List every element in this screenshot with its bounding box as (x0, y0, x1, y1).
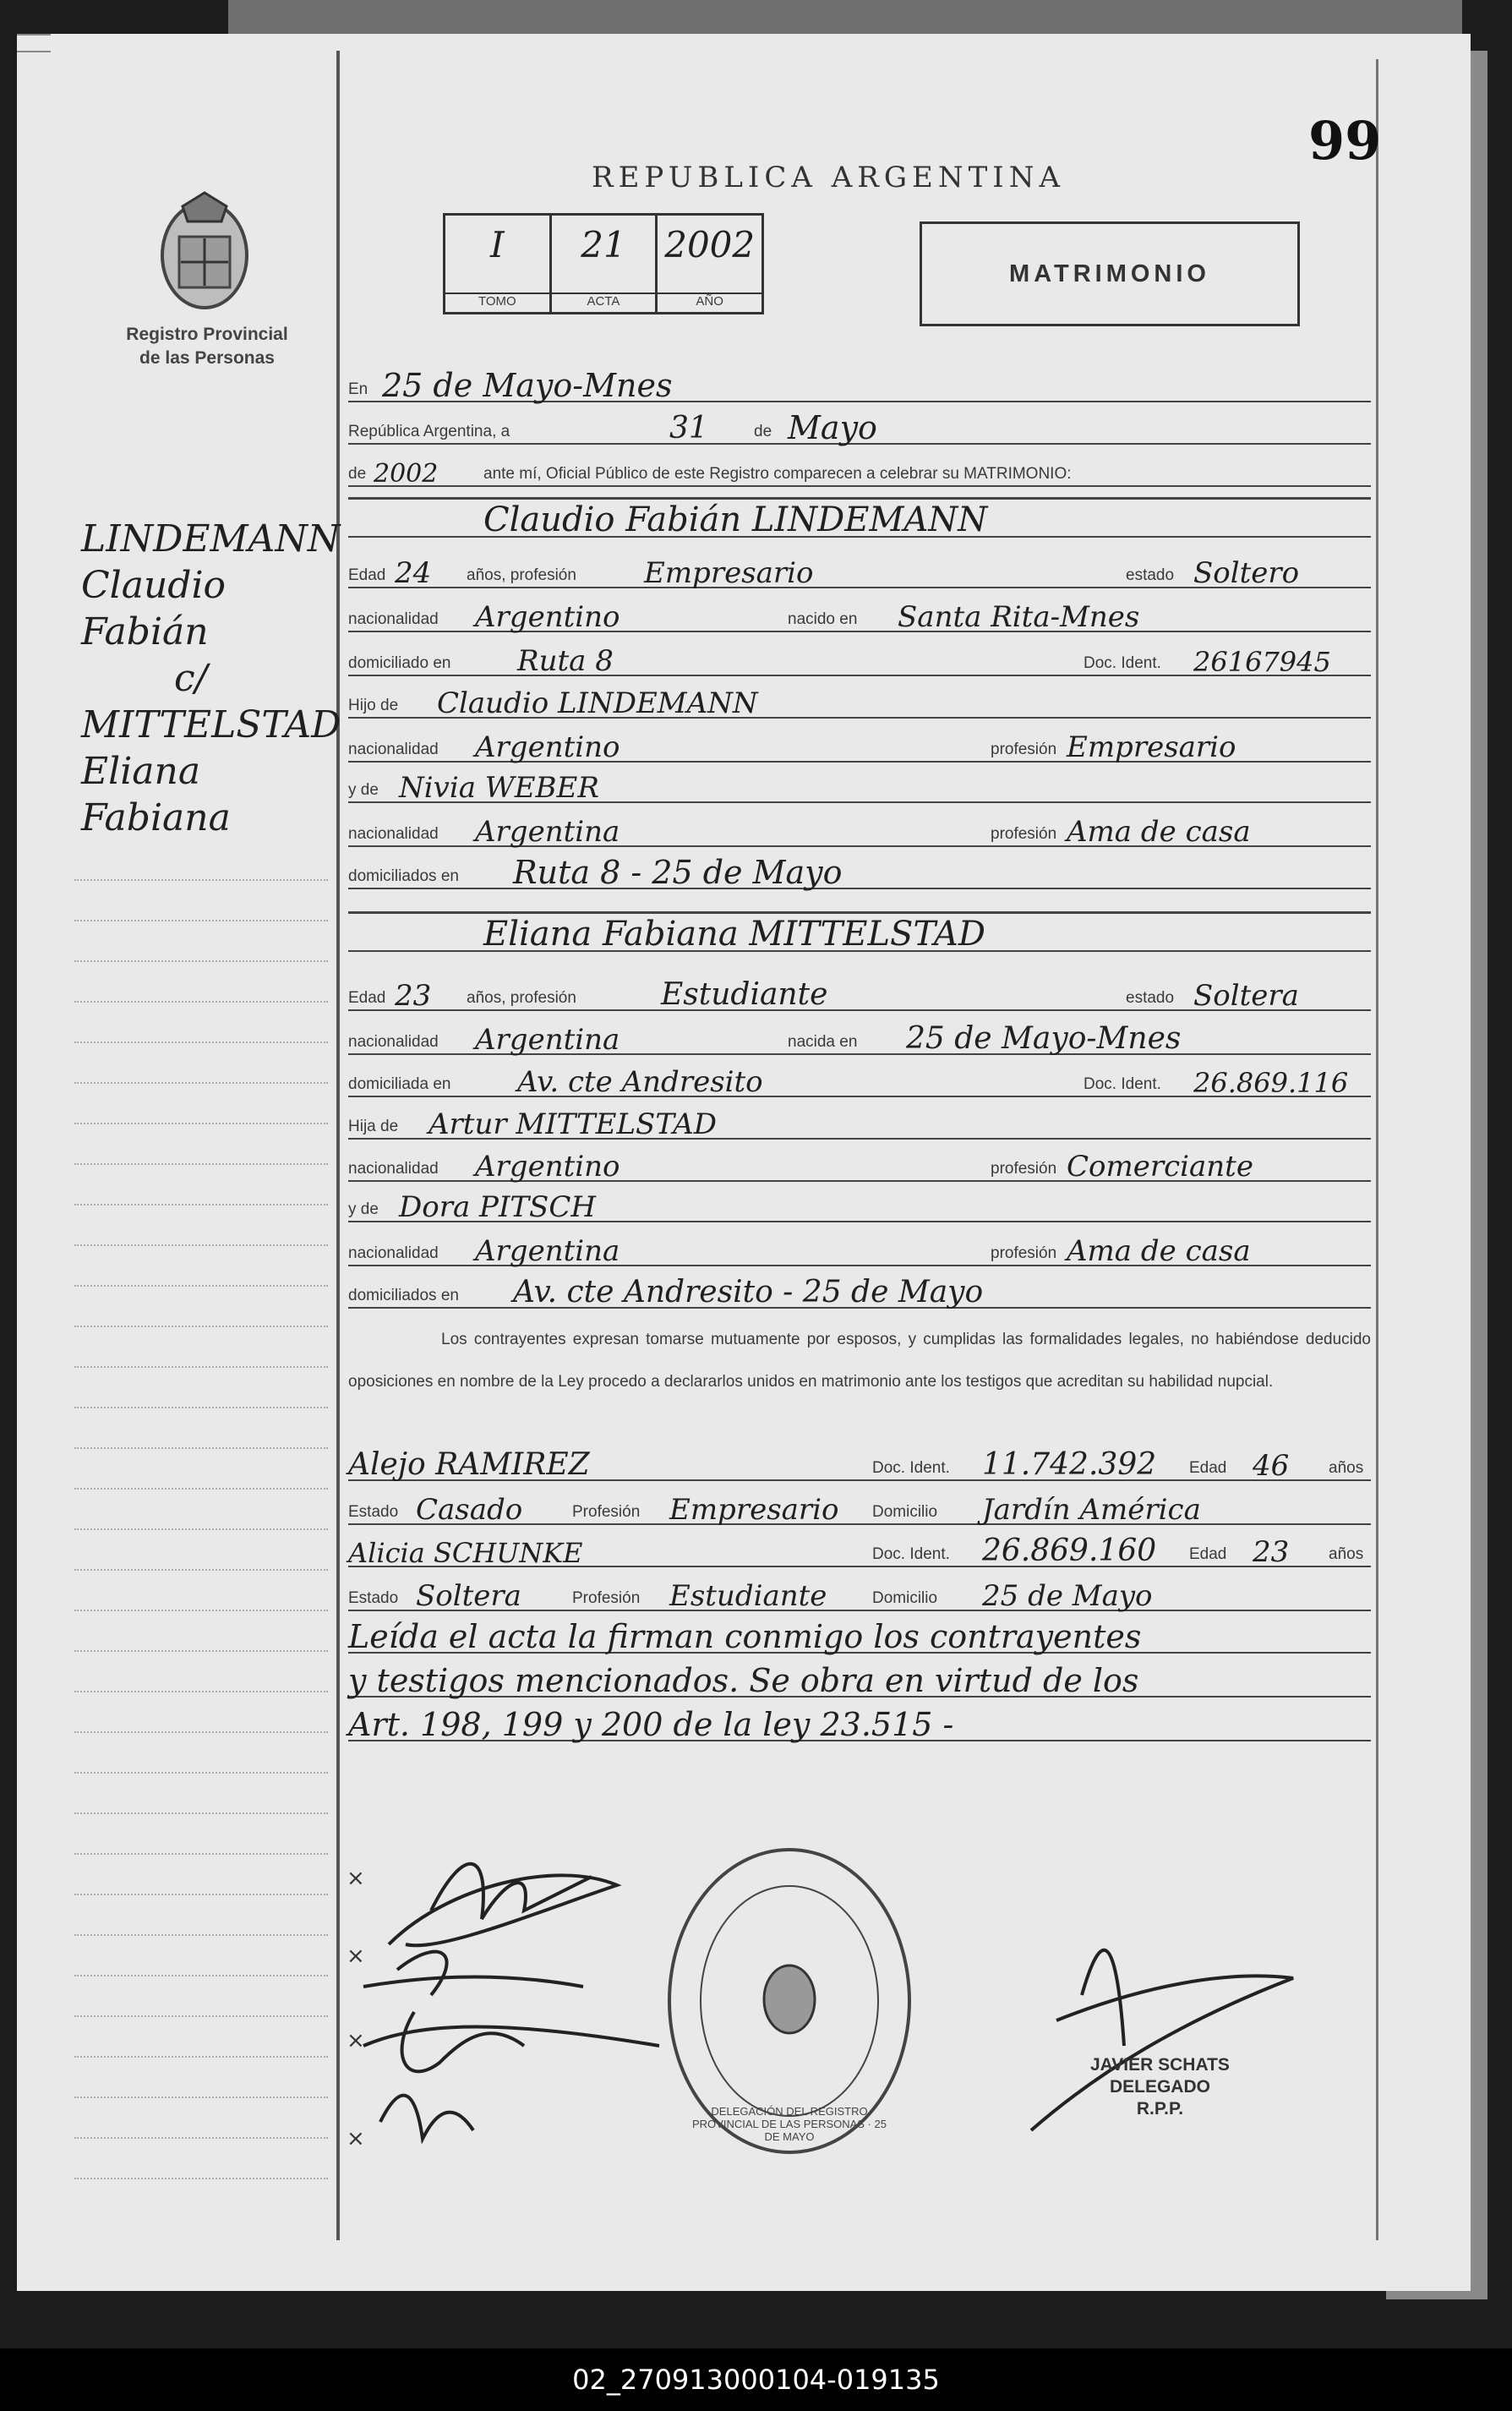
margin-ruled-line (74, 879, 328, 881)
margin-ruled-line (74, 1528, 328, 1530)
witness1-estado-label: Estado (348, 1503, 399, 1521)
intro-statement: ante mí, Oficial Público de este Registro comparecen a celebrar su MATRIMONIO: (483, 465, 1072, 483)
groom-profesion-label: años, profesión (467, 566, 576, 584)
section-divider (348, 497, 1371, 500)
official-title: DELEGADO (1109, 2077, 1210, 2097)
margin-note: MITTELSTAD (81, 703, 341, 746)
witness2-prof-label: Profesión (572, 1589, 641, 1607)
x-marks (347, 1866, 365, 2151)
margin-ruled-line (74, 1285, 328, 1287)
bride-madre-prof-label: profesión (991, 1244, 1057, 1262)
ano-label: AÑO (658, 292, 761, 309)
margin-note: Claudio (81, 564, 227, 607)
signature-3 (363, 2012, 659, 2071)
margin-note: Fabiana (81, 796, 231, 839)
bride-padres-dom: Av. cte Andresito - 25 de Mayo (513, 1275, 984, 1310)
groom-estado-label: estado (1126, 566, 1175, 584)
witness2-estado: Soltera (416, 1579, 521, 1614)
registry-line2: de las Personas (139, 348, 275, 368)
margin-ruled-line (74, 1326, 328, 1327)
groom-padres-dom-label: domiciliados en (348, 867, 459, 885)
intro-day: 31 (669, 411, 708, 446)
acta-cell (552, 216, 658, 312)
groom-doc-label: Doc. Ident. (1084, 654, 1161, 672)
groom-hijo-label: Hijo de (348, 697, 399, 714)
groom-madre-nac-label: nacionalidad (348, 825, 439, 843)
margin-note: c/ (174, 657, 208, 700)
margin-ruled-line (74, 1569, 328, 1571)
groom-nacido: Santa Rita-Mnes (898, 600, 1140, 635)
official-office: R.P.P. (1136, 2099, 1184, 2119)
groom-padres-dom: Ruta 8 - 25 de Mayo (513, 854, 843, 892)
margin-note: Fabián (81, 610, 209, 653)
official-name: JAVIER SCHATS (1090, 2055, 1230, 2075)
svg-text:×: × (347, 2028, 365, 2053)
margin-ruled-line (74, 1772, 328, 1774)
witness1-dom-label: Domicilio (872, 1503, 938, 1521)
ano-cell (658, 216, 761, 312)
groom-domicilio: Ruta 8 (517, 644, 614, 679)
witness1-prof-label: Profesión (572, 1503, 641, 1521)
witness2-name: Alicia SCHUNKE (348, 1537, 583, 1570)
svg-text:×: × (347, 2126, 365, 2151)
margin-ruled-line (74, 2056, 328, 2058)
intro-en-label: En (348, 380, 368, 398)
bride-nac-label: nacionalidad (348, 1033, 439, 1051)
margin-ruled-line (74, 1204, 328, 1206)
margin-ruled-line (74, 2178, 328, 2179)
margin-ruled-line (74, 1894, 328, 1895)
witness2-dom-label: Domicilio (872, 1589, 938, 1607)
groom-padre-prof: Empresario (1067, 730, 1236, 765)
closing-note-1: y testigos mencionados. Se obra en virtud de los (348, 1662, 1139, 1700)
groom-madre: Nivia WEBER (399, 771, 599, 806)
groom-madre-label: y de (348, 781, 379, 799)
margin-ruled-line (74, 2015, 328, 2017)
page-number: 99 (1308, 110, 1382, 172)
witness2-domicilio: 25 de Mayo (982, 1579, 1153, 1614)
signature-1b (431, 1864, 592, 1919)
svg-text:×: × (347, 1944, 365, 1969)
bride-nacida-label: nacida en (788, 1033, 858, 1051)
groom-doc: 26167945 (1193, 646, 1331, 679)
margin-ruled-line (74, 1650, 328, 1652)
witness1-domicilio: Jardín América (982, 1493, 1201, 1528)
bride-nacida: 25 de Mayo-Mnes (906, 1021, 1182, 1057)
coat-of-arms-icon (149, 188, 260, 314)
margin-note: Eliana (81, 750, 201, 793)
margin-ruled-line (74, 1610, 328, 1611)
acta-value: 21 (581, 224, 626, 265)
margin-ruled-line (74, 1366, 328, 1368)
bride-name: Eliana Fabiana MITTELSTAD (483, 915, 985, 954)
groom-nacionalidad: Argentino (475, 600, 620, 635)
margin-ruled-line (74, 960, 328, 962)
bride-madre: Dora PITSCH (399, 1190, 597, 1225)
record-box (443, 213, 764, 314)
witness2-doc: 26.869.160 (982, 1534, 1157, 1569)
bride-madre-nac: Argentina (475, 1234, 620, 1269)
bride-domicilio: Av. cte Andresito (517, 1065, 763, 1100)
margin-ruled-line (74, 1123, 328, 1124)
margin-ruled-line (74, 1082, 328, 1084)
bride-hija-label: Hija de (348, 1118, 399, 1135)
bride-doc: 26.869.116 (1193, 1067, 1349, 1100)
witness1-name: Alejo RAMIREZ (348, 1447, 590, 1483)
signature-1 (389, 1875, 617, 1945)
groom-dom-label: domiciliado en (348, 654, 451, 672)
official-seal (668, 1848, 911, 2154)
tomo-label: TOMO (445, 292, 549, 309)
bride-profesion: Estudiante (661, 977, 828, 1013)
witness2-edad-label: Edad (1189, 1545, 1227, 1563)
margin-ruled-line (74, 1163, 328, 1165)
bride-edad-label: Edad (348, 989, 386, 1007)
witness1-estado: Casado (416, 1493, 523, 1528)
margin-ruled-line (74, 1934, 328, 1936)
country-title: REPUBLICA ARGENTINA (592, 161, 1066, 194)
official-stamp (1090, 2054, 1230, 2120)
margin-ruled-line (74, 1041, 328, 1043)
margin-ruled-line (74, 1244, 328, 1246)
margin-ruled-line (74, 2137, 328, 2139)
bride-padre-prof: Comerciante (1067, 1150, 1253, 1184)
witness2-anos-label: años (1329, 1545, 1364, 1563)
margin-ruled-line (74, 2097, 328, 2098)
form-ruled-line (348, 485, 1371, 487)
margin-ruled-line (74, 1691, 328, 1692)
groom-padre: Claudio LINDEMANN (437, 686, 758, 721)
groom-padre-nac: Argentino (475, 730, 620, 765)
margin-ruled-line (74, 1975, 328, 1976)
margin-notes (81, 516, 341, 841)
intro-republica-label: República Argentina, a (348, 423, 510, 440)
form-ruled-line (348, 888, 1371, 889)
margin-note: LINDEMANN (81, 517, 341, 560)
bride-nacionalidad: Argentina (475, 1023, 620, 1058)
seal-emblem-icon (759, 1961, 820, 2037)
closing-note-0: Leída el acta la firman conmigo los contrayentes (348, 1618, 1142, 1656)
document-type-box (920, 221, 1300, 326)
closing-note-2: Art. 198, 199 y 200 de la ley 23.515 - (348, 1706, 954, 1744)
witness2-estado-label: Estado (348, 1589, 399, 1607)
witness1-profesion: Empresario (669, 1493, 839, 1528)
bride-madre-nac-label: nacionalidad (348, 1244, 439, 1262)
margin-ruled-line (74, 1447, 328, 1449)
seal-text: DELEGACIÓN DEL REGISTRO PROVINCIAL DE LAS PERSONAS · 25 DE MAYO (692, 2105, 887, 2143)
bride-padre-nac: Argentino (475, 1150, 620, 1184)
margin-ruled-line (74, 1731, 328, 1733)
witness1-anos-label: años (1329, 1459, 1364, 1477)
bride-dom-label: domiciliada en (348, 1075, 451, 1093)
declaration-text: Los contrayentes expresan tomarse mutuamente por esposos, y cumplidas las formalidades legales, no habiéndose deducido oposiciones en nombre de la Ley procedo a declararlos unidos en matrimonio ante los testigos que acreditan su habilidad nupcial. (348, 1331, 1371, 1391)
groom-nac-label: nacionalidad (348, 610, 439, 628)
witness2-doc-label: Doc. Ident. (872, 1545, 950, 1563)
groom-padre-nac-label: nacionalidad (348, 741, 439, 758)
bride-estado-label: estado (1126, 989, 1175, 1007)
witness1-edad: 46 (1253, 1449, 1290, 1484)
intro-de-label: de (754, 423, 772, 440)
bride-doc-label: Doc. Ident. (1084, 1075, 1161, 1093)
groom-estado: Soltero (1193, 556, 1300, 591)
intro-place: 25 de Mayo-Mnes (382, 367, 673, 405)
groom-madre-nac: Argentina (475, 815, 620, 850)
witness1-doc-label: Doc. Ident. (872, 1459, 950, 1477)
tomo-value: I (490, 224, 505, 265)
witness1-doc: 11.742.392 (982, 1447, 1157, 1483)
registry-name (85, 323, 330, 370)
bride-madre-label: y de (348, 1200, 379, 1218)
signature-4 (380, 2096, 473, 2139)
signature-2 (363, 1952, 583, 1995)
bride-profesion-label: años, profesión (467, 989, 576, 1007)
binding-notch (17, 34, 51, 52)
bride-padre-prof-label: profesión (991, 1160, 1057, 1178)
margin-ruled-line (74, 920, 328, 921)
groom-name: Claudio Fabián LINDEMANN (483, 500, 988, 539)
section-divider (348, 911, 1371, 914)
groom-edad: 24 (395, 556, 432, 591)
witness2-edad: 23 (1253, 1535, 1290, 1570)
groom-profesion: Empresario (644, 556, 814, 591)
bride-madre-prof: Ama de casa (1067, 1234, 1251, 1269)
intro-month: Mayo (788, 409, 877, 447)
bride-estado: Soltera (1193, 979, 1299, 1014)
groom-madre-prof: Ama de casa (1067, 815, 1251, 850)
bride-padre-nac-label: nacionalidad (348, 1160, 439, 1178)
groom-nacido-label: nacido en (788, 610, 858, 628)
groom-edad-label: Edad (348, 566, 386, 584)
margin-ruled-line (74, 1812, 328, 1814)
footer-caption: 02_270913000104-019135 (0, 2348, 1512, 2411)
intro-year-prefix-label: de (348, 465, 367, 483)
tomo-cell (445, 216, 552, 312)
ano-value: 2002 (664, 224, 756, 265)
margin-ruled-line (74, 1853, 328, 1855)
acta-label: ACTA (552, 292, 656, 309)
bride-edad: 23 (395, 979, 432, 1014)
groom-padre-prof-label: profesión (991, 741, 1057, 758)
witness1-edad-label: Edad (1189, 1459, 1227, 1477)
margin-ruled-line (74, 1407, 328, 1408)
registry-line1: Registro Provincial (126, 325, 288, 344)
groom-madre-prof-label: profesión (991, 825, 1057, 843)
margin-ruled-line (74, 1001, 328, 1003)
margin-ruled-line (74, 1488, 328, 1490)
bride-padre: Artur MITTELSTAD (428, 1107, 717, 1142)
intro-year: 2002 (374, 458, 439, 489)
document-type: MATRIMONIO (1009, 260, 1210, 287)
svg-text:×: × (347, 1866, 365, 1891)
bride-padres-dom-label: domiciliados en (348, 1287, 459, 1304)
witness2-profesion: Estudiante (669, 1579, 827, 1614)
